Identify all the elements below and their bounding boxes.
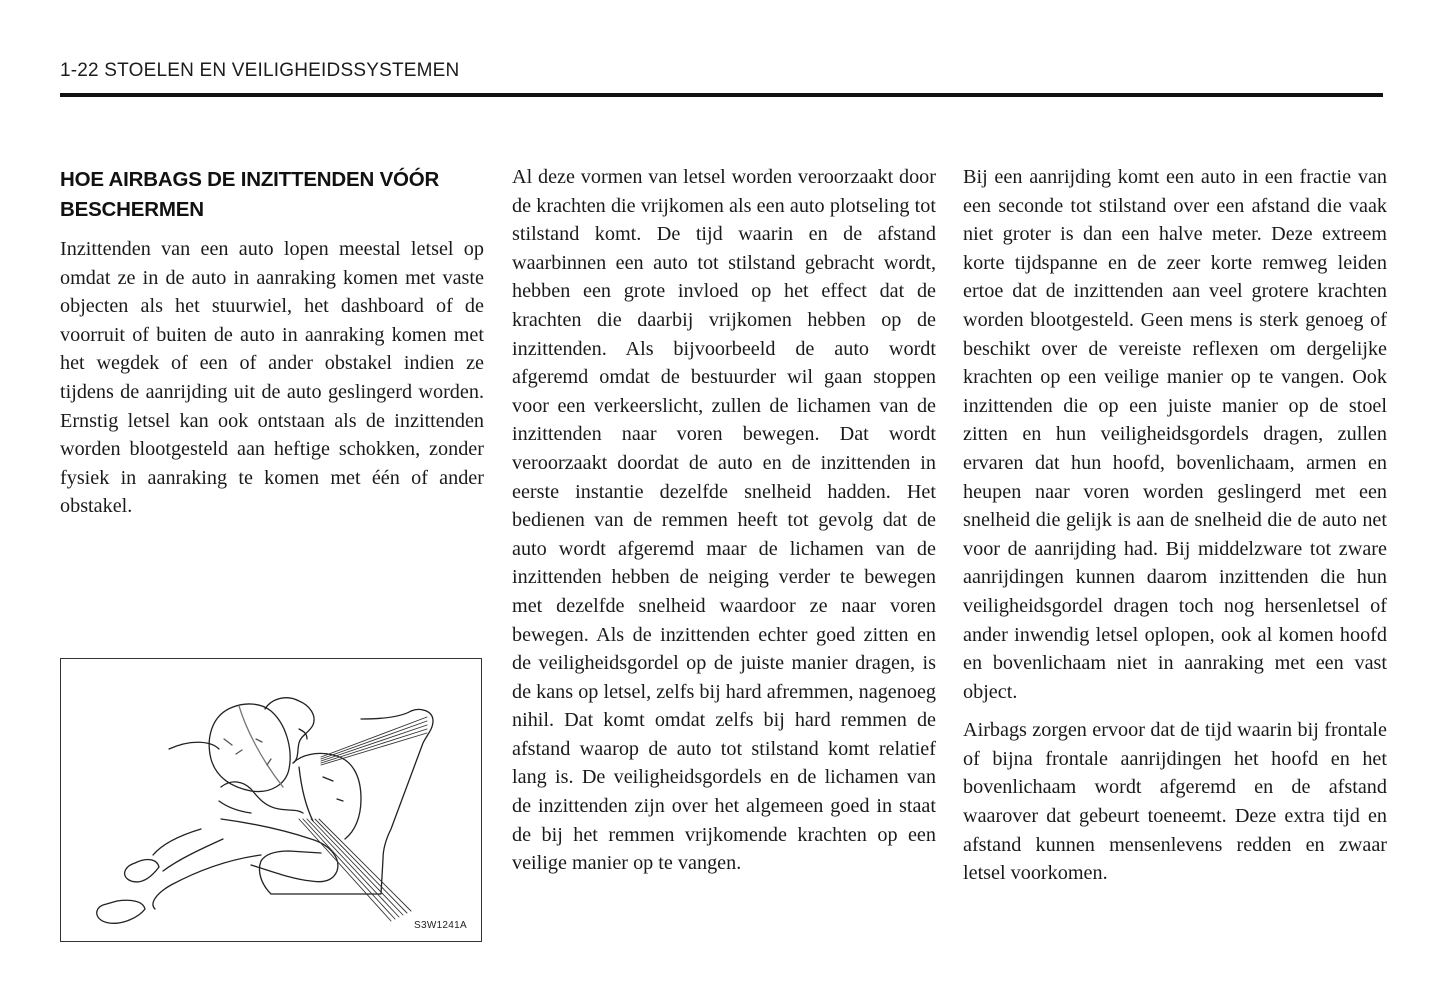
figure-code: S3W1241A: [414, 920, 467, 931]
paragraph: Bij een aanrijding komt een auto in een fractie van een seconde tot stilstand over een afstand die vaak niet groter is dan een halve meter. Deze extreem korte tijdspanne en de zeer korte remweg leiden ertoe dat de inzittenden aan veel grotere krachten worden blootgesteld. Geen mens is sterk genoeg of beschikt over de vereiste reflexen om dergelijke krachten op een veilige manier op te vangen. Ook inzittenden die op een juiste manier op de stoel zitten en hun veiligheidsgordels dragen, zullen ervaren dat hun hoofd, bovenlichaam, armen en heupen naar voren worden geslingerd met een snelheid die gelijk is aan de snelheid die de auto net voor de aanrijding had. Bij middelzware tot zware aanrijdingen kunnen daarom inzittenden die hun veiligheidsgordel dragen toch nog hersenletsel of ander inwendig letsel oplopen, ook al komen hoofd en bovenlichaam niet in aanraking met een vast object.: [963, 166, 1387, 703]
left-column: [60, 163, 484, 531]
paragraph: Al deze vormen van letsel worden veroorzaakt door de krachten die vrijkomen als een auto plotseling tot stilstand komt. De tijd waarin en de afstand waarbinnen een auto tot stilstand gebracht wordt, hebben een grote invloed op het effect dat de krachten die daarbij vrijkomen hebben op de inzittenden. Als bijvoorbeeld de auto wordt afgeremd omdat de bestuurder wil gaan stoppen voor een verkeerslicht, zullen de lichamen van de inzittenden naar voren bewegen. Dat wordt veroorzaakt doordat de auto en de inzittenden in eerste instantie dezelfde snelheid hadden. Het bedienen van de remmen heeft tot gevolg dat de auto wordt afgeremd maar de lichamen van de inzittenden hebben de neiging verder te bewegen met dezelfde snelheid waardoor ze naar voren bewegen. Als de inzittenden echter goed zitten en de veiligheidsgordel op de juiste manier dragen, is de kans op letsel, zelfs bij hard afremmen, nagenoeg nihil. Dat komt omdat zelfs bij hard remmen de afstand waarop de auto tot stilstand komt relatief lang is. De veiligheidsgordels en de lichamen van de inzittenden zijn over het algemeen goed in staat de bij het remmen vrijkomende krachten op een veilige manier op te vangen.: [512, 166, 936, 875]
middle-column: [512, 163, 936, 888]
occupant-airbag-illustration-icon: [61, 659, 481, 941]
paragraph: Inzittenden van een auto lopen meestal letsel op omdat ze in de auto in aanraking komen met vaste objecten als het stuurwiel, het dashboard of de voorruit of buiten de auto in aanraking komen met het wegdek of een of ander obstakel indien ze tijdens de aanrijding uit de auto geslingerd worden. Ernstig letsel kan ook ontstaan als de inzittenden worden blootgesteld aan heftige schokken, zonder fysiek in aanraking te komen met één of ander obstakel.: [60, 238, 484, 518]
right-column: [963, 163, 1387, 898]
section-heading: HOE AIRBAGS DE INZITTENDEN VÓÓR BESCHERMEN: [60, 168, 440, 221]
header-rule: [60, 93, 1383, 97]
illustration-figure: [60, 658, 482, 942]
running-head: 1-22 STOELEN EN VEILIGHEIDSSYSTEMEN: [60, 60, 460, 81]
paragraph: Airbags zorgen ervoor dat de tijd waarin bij frontale of bijna frontale aanrijdingen het hoofd en het bovenlichaam wordt afgeremd en de afstand waarover dat gebeurt toeneemt. Deze extra tijd en afstand kunnen mensenlevens redden en zwaar letsel voorkomen.: [963, 719, 1387, 885]
